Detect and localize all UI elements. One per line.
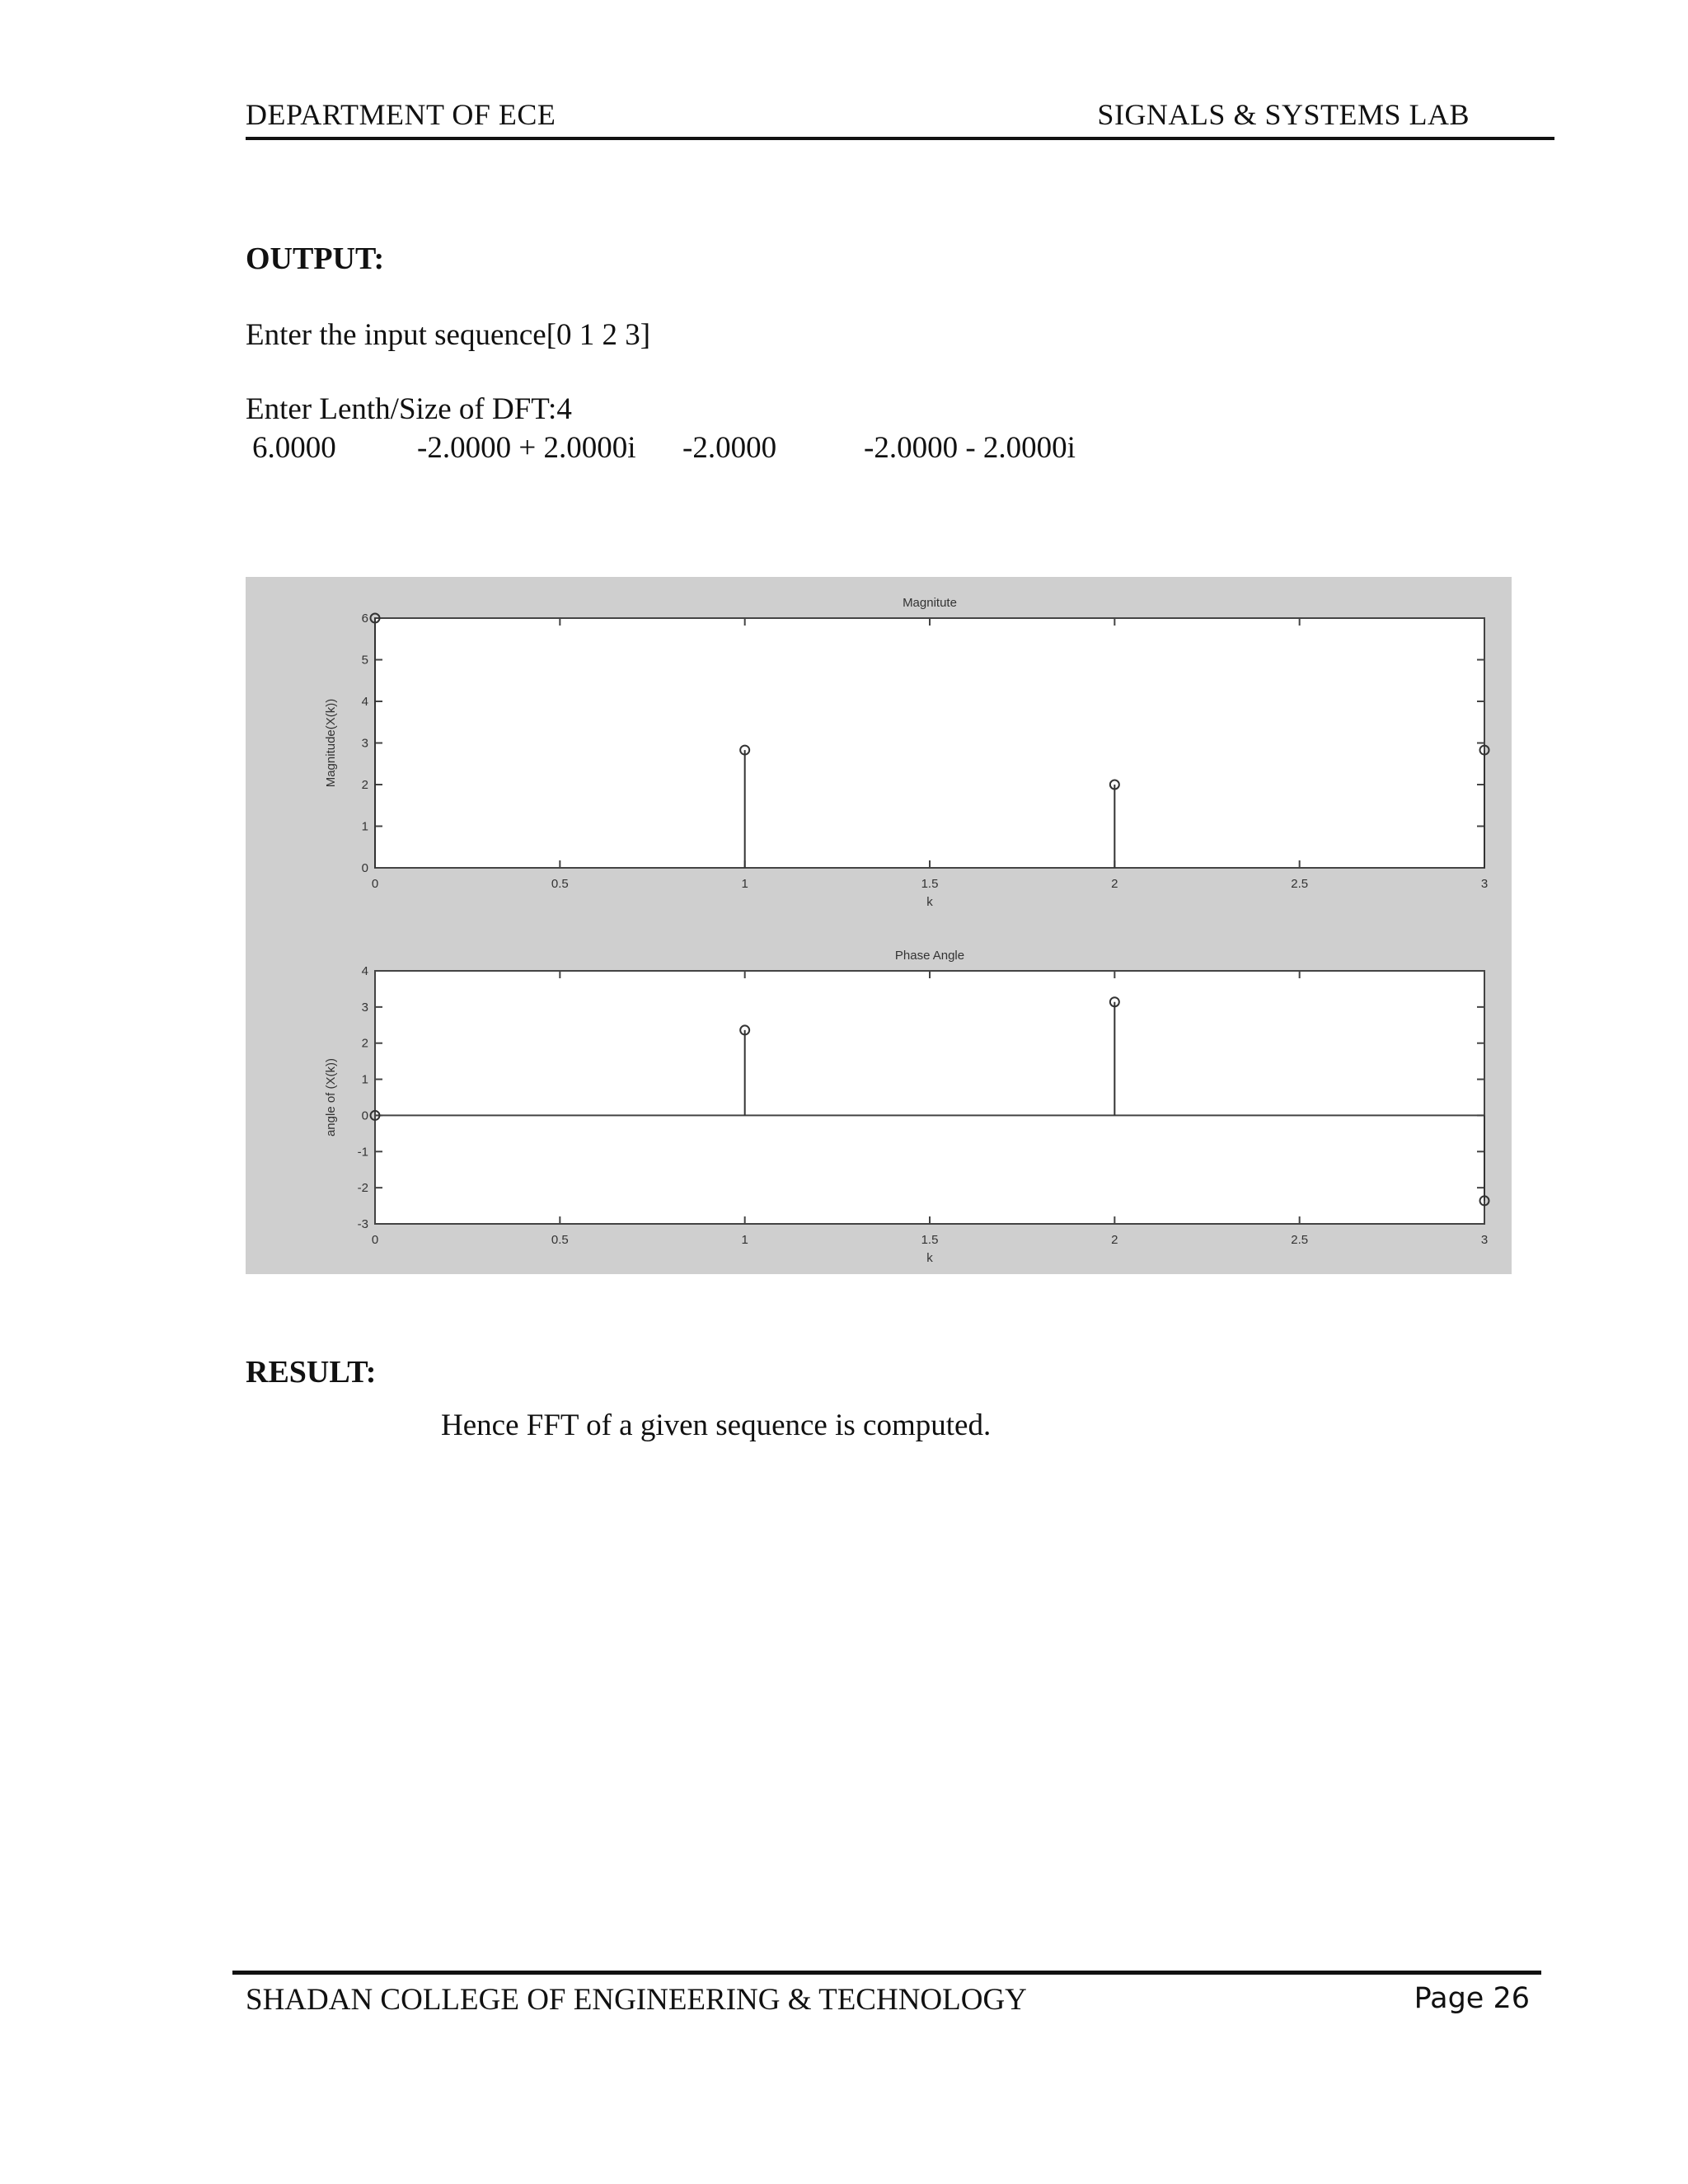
output-value-2: -2.0000 + 2.0000i bbox=[417, 431, 636, 465]
x-tick-label-0: 2.5 bbox=[1291, 877, 1309, 891]
y-tick-label-0: 5 bbox=[361, 653, 368, 668]
x-tick-label-1: 0.5 bbox=[551, 1233, 569, 1247]
output-dft-size-line: Enter Lenth/Size of DFT:4 bbox=[246, 392, 572, 426]
x-tick-label-1: 2 bbox=[1111, 1233, 1118, 1247]
y-tick-label-1: 1 bbox=[361, 1072, 368, 1087]
x-tick-label-0: 0 bbox=[371, 877, 379, 891]
y-tick-label-0: 6 bbox=[361, 612, 368, 626]
footer-page-number: Page 26 bbox=[1414, 1982, 1530, 2015]
x-tick-label-1: 1 bbox=[741, 1233, 748, 1247]
output-value-1: 6.0000 bbox=[252, 431, 336, 465]
x-tick-label-1: 1.5 bbox=[921, 1233, 939, 1247]
plot-area-1 bbox=[375, 971, 1484, 1224]
footer-rule bbox=[232, 1971, 1541, 1975]
plot-ylabel-0: Magnitude(X(k)) bbox=[324, 698, 338, 788]
y-tick-label-0: 2 bbox=[361, 778, 368, 792]
result-text: Hence FFT of a given sequence is computed. bbox=[441, 1408, 992, 1442]
dft-plots-svg bbox=[246, 577, 1512, 1274]
footer-college: SHADAN COLLEGE OF ENGINEERING & TECHNOLOGY bbox=[246, 1983, 1027, 2017]
x-tick-label-0: 3 bbox=[1480, 877, 1489, 891]
result-heading: RESULT: bbox=[246, 1355, 377, 1390]
y-tick-label-1: 3 bbox=[361, 1000, 368, 1015]
plot-title-0: Magnitute bbox=[903, 596, 957, 610]
x-tick-label-0: 1.5 bbox=[921, 877, 939, 891]
plot-ylabel-1: angle of (X(k)) bbox=[324, 1057, 338, 1137]
plot-area-0 bbox=[375, 618, 1484, 868]
output-heading: OUTPUT: bbox=[246, 241, 385, 276]
output-value-4: -2.0000 - 2.0000i bbox=[864, 431, 1076, 465]
plot-xlabel-1: k bbox=[926, 1251, 933, 1265]
x-tick-label-1: 2.5 bbox=[1291, 1233, 1309, 1247]
x-tick-label-0: 1 bbox=[741, 877, 748, 891]
x-tick-label-1: 0 bbox=[371, 1233, 379, 1247]
plot-xlabel-0: k bbox=[926, 895, 933, 909]
header-lab-title: SIGNALS & SYSTEMS LAB bbox=[1097, 98, 1470, 131]
y-tick-label-1: 4 bbox=[361, 964, 368, 978]
y-tick-label-1: 0 bbox=[361, 1108, 368, 1123]
output-input-line: Enter the input sequence[0 1 2 3] bbox=[246, 318, 651, 352]
header-rule bbox=[246, 137, 1554, 140]
x-tick-label-0: 0.5 bbox=[551, 877, 569, 891]
output-value-3: -2.0000 bbox=[682, 431, 777, 465]
y-tick-label-0: 1 bbox=[361, 819, 368, 834]
header-department: DEPARTMENT OF ECE bbox=[246, 98, 556, 131]
y-tick-label-1: -2 bbox=[357, 1181, 368, 1196]
y-tick-label-1: 2 bbox=[361, 1036, 368, 1051]
y-tick-label-0: 0 bbox=[361, 861, 368, 875]
x-tick-label-0: 2 bbox=[1111, 877, 1118, 891]
y-tick-label-0: 3 bbox=[361, 736, 368, 751]
x-tick-label-1: 3 bbox=[1480, 1233, 1489, 1247]
y-tick-label-0: 4 bbox=[361, 695, 368, 709]
plot-title-1: Phase Angle bbox=[894, 949, 965, 963]
y-tick-label-1: -3 bbox=[357, 1217, 368, 1231]
y-tick-label-1: -1 bbox=[357, 1145, 368, 1160]
dft-figure bbox=[246, 577, 1512, 1274]
